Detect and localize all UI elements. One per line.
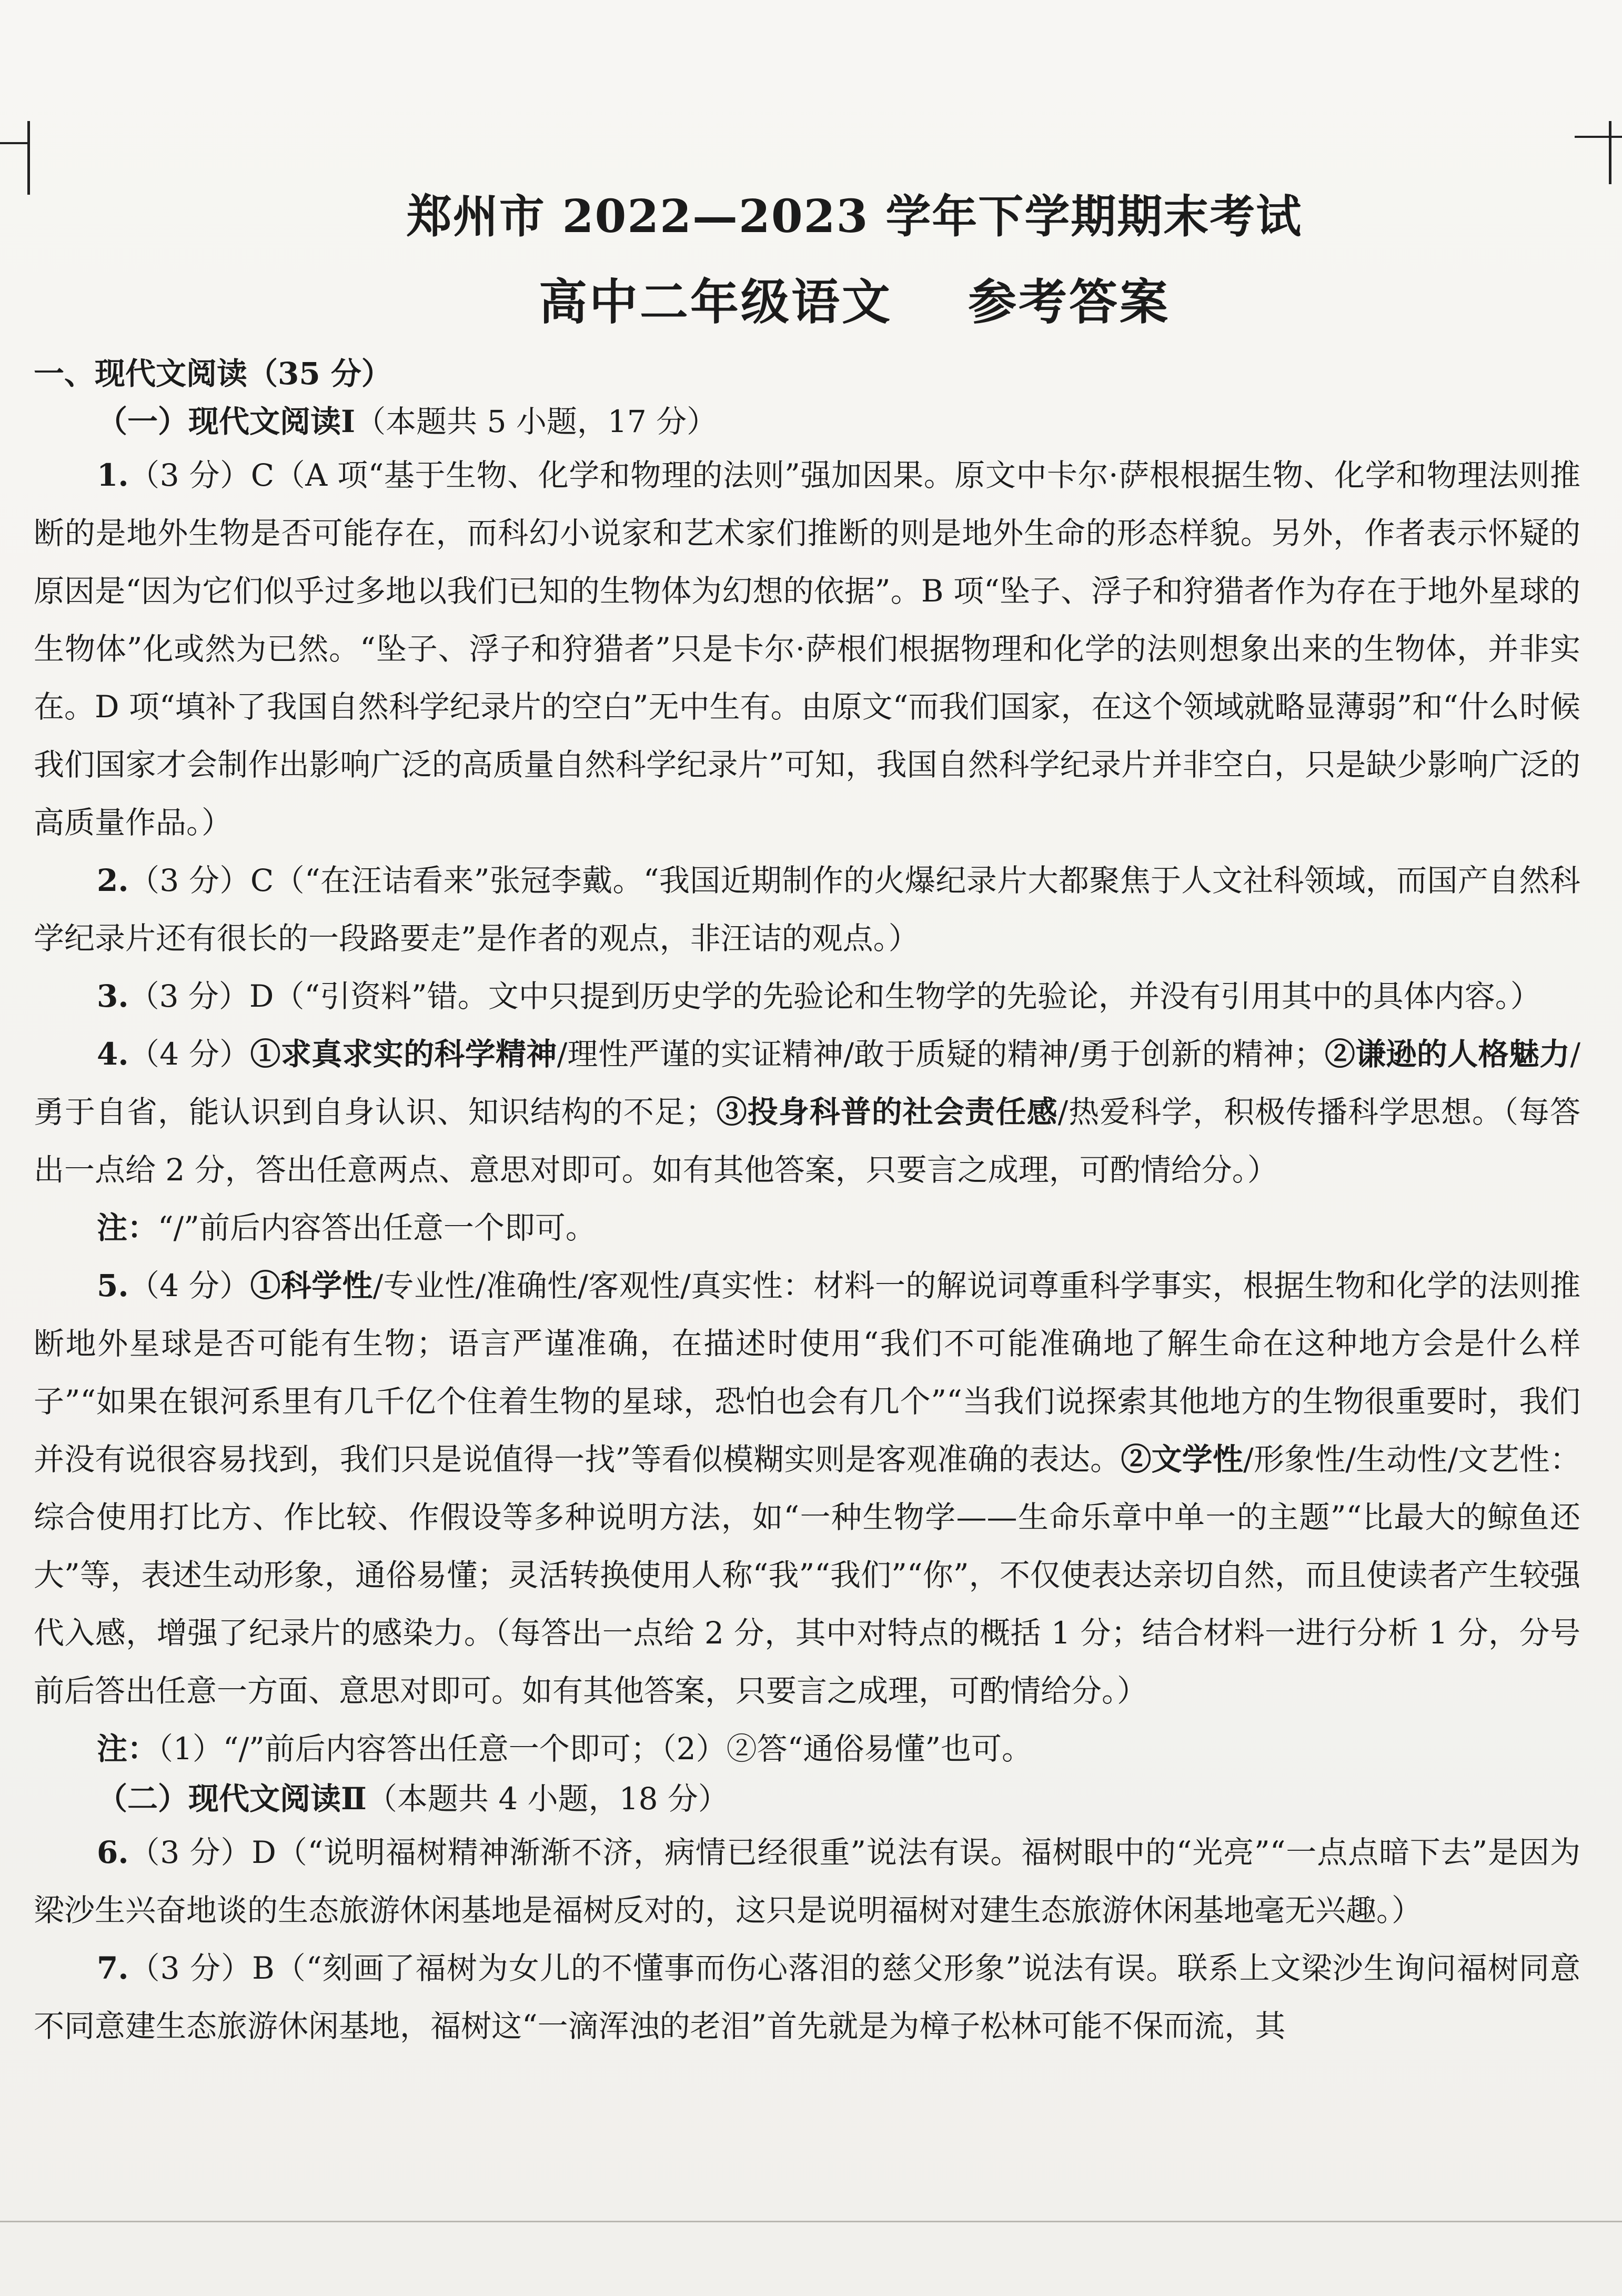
answer-1 [34,446,1580,851]
answer-3 [34,967,1580,1025]
question-number: 2. [97,862,129,898]
answer-score: （4 分） [128,1036,250,1072]
note-text: （1）“/”前后内容答出任意一个即可；（2）②答“通俗易懂”也可。 [158,1730,1032,1767]
answer-4 [34,1025,1580,1199]
answer-text: /勇于自省，能认识到自身认识、知识结构的不足； [34,1036,1580,1130]
key-point: ②文学性 [1121,1441,1244,1477]
answer-text: /形象性/生动性/文艺性：综合使用打比方、作比较、作假设等多种说明方法，如“一种生物学——生命乐章中单一的主题”“比最大的鲸鱼还大”等，表述生动形象，通俗易懂；灵活转换使用人称“我”“我们”“你”，不仅使表达亲切自然，而且使读者产生较强代入感，增强了纪录片的感染力。（每答出一点给 2 分，其中对特点的概括 1 分；结合材料一进行分析 1 分，分号前后答出任意一方面、意思对即可。如有其他答案，只要言之成理，可酌情给分。） [34,1441,1580,1709]
crop-mark-top-right [1609,121,1611,184]
part-heading-2 [34,1778,1580,1820]
note-5 [34,1720,1580,1778]
question-number: 7. [97,1950,129,1987]
answer-7 [34,1939,1580,2055]
part-label: （一）现代文阅读Ⅰ [97,403,356,439]
section-heading: 一、现代文阅读（35 分） [34,355,392,392]
part-note: （本题共 5 小题，17 分） [355,403,718,439]
answer-text: （3 分）C（A 项“基于生物、化学和物理的法则”强加因果。原文中卡尔·萨根根据生物、化学和物理法则推断的是地外生物是否可能存在，而科幻小说家和艺术家们推断的则是地外生命的形态样貌。另外，作者表示怀疑的原因是“因为它们似乎过多地以我们已知的生物体为幻想的依据”。B 项“坠子、浮子和狩猎者作为存在于地外星球的生物体”化或然为已然。“坠子、浮子和狩猎者”只是卡尔·萨根们根据物理和化学的法则想象出来的生物体，并非实在。D 项“填补了我国自然科学纪录片的空白”无中生有。由原文“而我们国家，在这个领域就略显薄弱”和“什么时候我们国家才会制作出影响广泛的高质量自然科学纪录片”可知，我国自然科学纪录片并非空白，只是缺少影响广泛的高质量作品。） [34,457,1580,840]
part-heading-1 [34,400,1580,443]
answer-text: （3 分）C（“在汪诘看来”张冠李戴。“我国近期制作的火爆纪录片大都聚焦于人文社科领域，而国产自然科学纪录片还有很长的一段路要走”是作者的观点，非汪诘的观点。） [34,862,1580,956]
key-point: ③投身科普的社会责任感 [716,1094,1058,1130]
answer-score: （4 分） [128,1267,250,1304]
crop-mark-top-left [27,121,30,195]
question-number: 5. [97,1267,129,1304]
note-label: 注： [97,1209,158,1246]
part-note: （本题共 4 小题，18 分） [366,1780,729,1817]
note-text: “/”前后内容答出任意一个即可。 [158,1209,596,1246]
answer-text: （3 分）B（“刻画了福树为女儿的不懂事而伤心落泪的慈父形象”说法有误。联系上文梁沙生询问福树同意不同意建生态旅游休闲基地，福树这“一滴浑浊的老泪”首先就是为樟子松林可能不保而流，其 [34,1950,1580,2044]
answer-text: （3 分）D（“说明福树精神渐渐不济，病情已经很重”说法有误。福树眼中的“光亮”“一点点暗下去”是因为梁沙生兴奋地谈的生态旅游休闲基地是福树反对的，这只是说明福树对建生态旅游休闲基地毫无兴趣。） [34,1834,1580,1929]
key-point: ①求真求实的科学精神 [250,1036,557,1072]
answer-key-content [34,189,1580,2055]
key-point: ①科学性 [250,1267,373,1304]
question-number: 6. [97,1834,129,1871]
key-point: ②谦逊的人格魅力 [1324,1036,1570,1072]
note-4 [34,1199,1580,1257]
exam-subtitle: 高中二年级语文 参考答案 [538,274,1171,331]
answer-2 [34,851,1580,967]
exam-title: 郑州市 2022—2023 学年下学期期末考试 [406,190,1303,243]
part-label: （二）现代文阅读Ⅱ [97,1780,367,1817]
question-number: 3. [97,978,129,1014]
answer-text: /理性严谨的实证精神/敢于质疑的精神/勇于创新的精神； [557,1036,1325,1072]
crop-mark-top-right-horizontal [1575,136,1622,138]
crop-mark-top-left-horizontal [0,142,27,144]
answer-6 [34,1823,1580,1939]
scan-bottom-edge [0,2221,1622,2222]
answer-5 [34,1257,1580,1720]
question-number: 1. [97,457,129,493]
note-label: 注： [97,1730,158,1767]
answer-text: /专业性/准确性/客观性/真实性：材料一的解说词尊重科学事实，根据生物和化学的法则推断地外星球是否可能有生物；语言严谨准确，在描述时使用“我们不可能准确地了解生命在这种地方会是什么样子”“如果在银河系里有几千亿个住着生物的星球，恐怕也会有几个”“当我们说探索其他地方的生物很重要时，我们并没有说很容易找到，我们只是说值得一找”等看似模糊实则是客观准确的表达。 [34,1267,1580,1477]
answer-text: （3 分）D（“引资料”错。文中只提到历史学的先验论和生物学的先验论，并没有引用其中的具体内容。） [128,978,1541,1014]
question-number: 4. [97,1036,129,1072]
answer-text: /热爱科学，积极传播科学思想。（每答出一点给 2 分，答出任意两点、意思对即可。如有其他答案，只要言之成理，可酌情给分。） [34,1094,1580,1188]
